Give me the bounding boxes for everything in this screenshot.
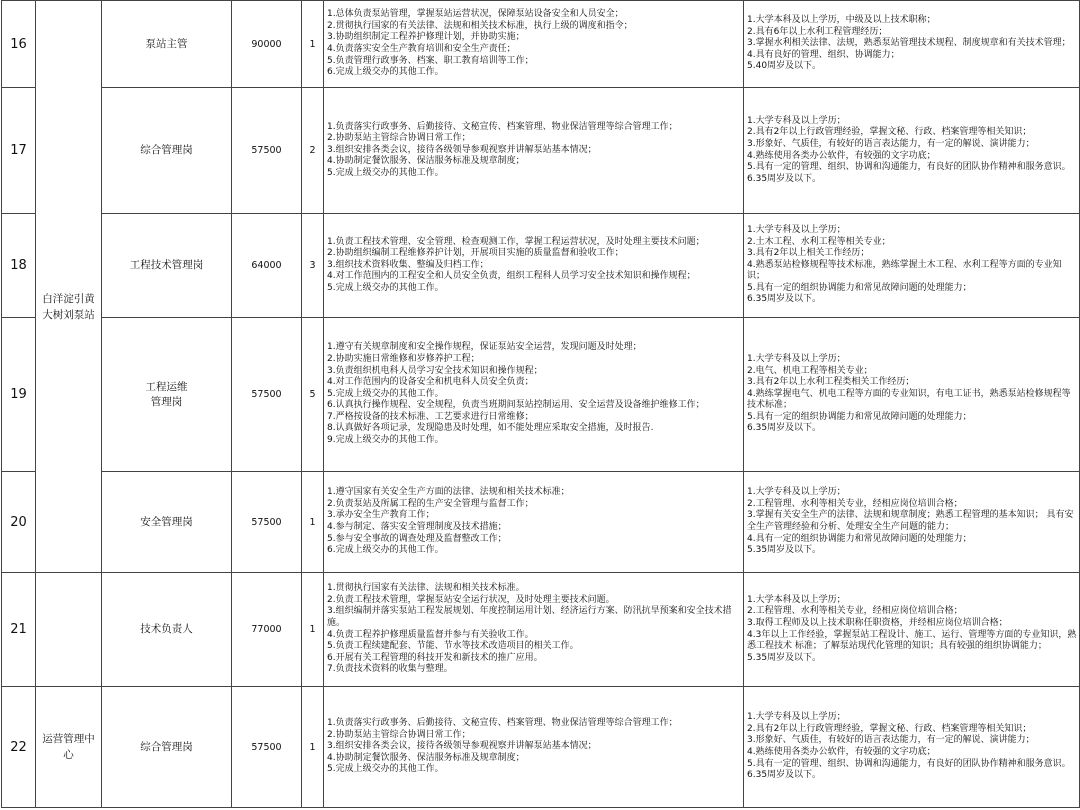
position-name: 综合管理岗 (140, 740, 193, 753)
position-name-line1: 工程运维 (145, 380, 188, 393)
duty-item: 4.协助制定餐饮服务、保洁服务标准及规章制度； (327, 156, 525, 167)
org-cell-empty (36, 573, 102, 687)
duty-item: 1.负责落实行政事务、后勤接待、文秘宣传、档案管理、物业保洁管理等综合管理工作； (327, 718, 678, 729)
duty-item: 6.完成上级交办的其他工作。 (327, 545, 444, 556)
position-cell (102, 573, 232, 687)
position-name: 综合管理岗 (140, 144, 193, 156)
table-row (2, 88, 1080, 214)
requirement-item: 6.35周岁及以下。 (747, 173, 822, 184)
duty-item: 3.负责组织机电科人员学习安全技术知识和操作规程； (327, 365, 543, 376)
table-row (2, 573, 1080, 687)
requirement-item: 5.具有一定的组织协调能力和常见故障问题的处理能力； (747, 411, 972, 422)
requirement-item: 1.大学本科及以上学历，中级及以上技术职称； (747, 15, 936, 26)
duties-cell (324, 687, 744, 808)
headcount-cell: 1 (302, 1, 324, 88)
duty-item: 3.组织技术资料收集、整编及归档工作； (327, 259, 489, 270)
requirement-item: 4.熟练使用各类办公软件，有较强的文字功底； (747, 747, 936, 757)
headcount-cell: 2 (302, 88, 324, 214)
duty-item: 1.遵守国家有关安全生产方面的法律、法规和相关技术标准； (327, 487, 570, 498)
duty-item: 4.对工作范围内的设备安全和机电科人员安全负责； (327, 377, 534, 388)
duty-item: 5.负责工程续建配套、节能、节水等技术改造项目的相关工作。 (327, 641, 579, 652)
requirements-cell (744, 687, 1080, 808)
position-name: 安全管理岗 (140, 515, 193, 528)
salary-cell: 57500 (232, 472, 302, 573)
duty-item: 5.参与安全事故的调查处理及监督整改工作； (327, 533, 507, 544)
duty-item: 1.遵守有关规章制度和安全操作规程，保证泵站安全运营，发现问题及时处理； (327, 342, 642, 353)
position-cell (102, 1, 232, 88)
requirement-item: 4.熟悉泵站检修规程等技术标准，熟练掌握土木工程、水利工程等方面的专业知识； (747, 259, 1062, 282)
duty-item: 5.完成上级交办的其他工作。 (327, 282, 444, 293)
duty-item: 6.认真执行操作规程、安全规程，负责当班期间泵站控制运用、安全运营及设备维护维修工作； (327, 400, 705, 411)
requirement-item: 3.取得工程师及以上技术职称任职资格，并经相应岗位培训合格； (747, 617, 1008, 628)
org-name: 白洋淀引黄大树刘泵站 (42, 292, 95, 321)
duty-item: 4.负责落实安全生产教育培训和安全生产责任； (327, 44, 516, 54)
requirement-item: 2.具有6年以上水利工程管理经历； (747, 26, 888, 37)
headcount-cell: 1 (302, 687, 324, 808)
requirement-item: 2.具有2年以上行政管理经验，掌握文秘、行政、档案管理等相关知识； (747, 723, 1032, 734)
position-name-line2: 管理岗 (150, 395, 183, 408)
requirement-item: 4.3年以上工作经验，掌握泵站工程设计、施工、运行、管理等方面的专业知识，熟悉工程技术 标准；了解泵站现代化管理的知识；具有较强的组织协调能力； (747, 629, 1077, 652)
duty-item: 1.负责落实行政事务、后勤接待、文秘宣传、档案管理、物业保洁管理等综合管理工作； (327, 121, 678, 132)
headcount-cell: 1 (302, 472, 324, 573)
row-number: 21 (2, 573, 36, 687)
duty-item: 5.完成上级交办的其他工作。 (327, 167, 444, 178)
duty-item: 4.参与制定、落实安全管理制度及技术措施； (327, 522, 507, 532)
org-cell (36, 1, 102, 573)
requirement-item: 5.40周岁及以下。 (747, 61, 822, 72)
requirement-item: 6.35周岁及以下。 (747, 423, 822, 434)
requirement-item: 2.土木工程、水利工程等相关专业； (747, 236, 891, 247)
requirement-item: 5.35周岁及以下。 (747, 652, 822, 663)
duty-item: 7.负责技术资料的收集与整理。 (327, 664, 453, 675)
duty-item: 2.协助组织编制工程维修养护计划，开展项目实施的质量监督和验收工作； (327, 248, 624, 259)
headcount-cell: 1 (302, 573, 324, 687)
duties-cell (324, 1, 744, 88)
requirements-cell (744, 472, 1080, 573)
requirements-cell (744, 318, 1080, 472)
requirement-item: 1.大学专科及以上学历； (747, 353, 846, 364)
requirement-item: 3.具有2年以上相关工作经历； (747, 248, 870, 259)
requirement-item: 6.35周岁及以下。 (747, 770, 822, 781)
headcount-cell: 5 (302, 318, 324, 472)
requirement-item: 4.具有良好的管理、组织、协调能力； (747, 49, 900, 60)
duty-item: 4.协助制定餐饮服务、保洁服务标准及规章制度； (327, 752, 525, 763)
duty-item: 3.组织安排各类会议，接待各级领导参观视察并讲解泵站基本情况； (327, 144, 597, 155)
requirement-item: 3.形象好、气质佳，有较好的语言表达能力，有一定的解说、演讲能力； (747, 138, 1035, 149)
row-number: 16 (2, 1, 36, 88)
requirement-item: 1.大学本科及以上学历； (747, 594, 846, 605)
requirement-item: 2.工程管理、水利等相关专业，经相应岗位培训合格； (747, 498, 963, 509)
duty-item: 5.负责管理行政事务、档案、职工教育培训等工作； (327, 55, 534, 66)
row-number: 17 (2, 88, 36, 214)
duty-item: 3.承办安全生产教育工作； (327, 510, 435, 521)
requirement-item: 3.掌握有关安全生产的法律、法规和规章制度；熟悉工程管理的基本知识； 具有安全生产管理经验和分析、处理安全生产问题的能力； (747, 510, 1074, 532)
duty-item: 3.组织安排各类会议，接待各级领导参观视察并讲解泵站基本情况； (327, 741, 597, 752)
duty-item: 2.协助实施日常维修和岁修养护工程； (327, 353, 480, 364)
requirement-item: 3.掌握水利相关法律、法规，熟悉泵站管理技术规程、制度规章和有关技术管理； (747, 38, 1071, 49)
requirement-item: 2.工程管理、水利等相关专业，经相应岗位培训合格； (747, 606, 963, 617)
salary-cell: 57500 (232, 88, 302, 214)
table-row (2, 318, 1080, 472)
requirement-item: 5.35周岁及以下。 (747, 545, 822, 556)
duty-item: 7.严格按设备的技术标准、工艺要求进行日常维修； (327, 411, 534, 422)
job-table (1, 0, 1080, 808)
requirement-item: 6.35周岁及以下。 (747, 294, 822, 305)
duties-cell (324, 318, 744, 472)
duty-item: 2.协助泵站主管综合协调日常工作； (327, 133, 471, 144)
duties-cell (324, 88, 744, 214)
duties-cell (324, 573, 744, 687)
position-cell (102, 318, 232, 472)
salary-cell: 77000 (232, 573, 302, 687)
requirement-item: 3.具有2年以上水利工程类相关工作经历； (747, 377, 915, 388)
row-number: 18 (2, 214, 36, 318)
duty-item: 5.完成上级交办的其他工作。 (327, 764, 444, 775)
headcount-cell: 3 (302, 214, 324, 318)
row-number: 20 (2, 472, 36, 573)
requirement-item: 4.熟练掌握电气、机电工程等方面的专业知识，有电工证书，熟悉泵站检修规程等技术标准； (747, 388, 1071, 411)
duty-item: 3.组织编制并落实泵站工程发展规划、年度控制运用计划、经济运行方案、防汛抗旱预案和安全技术措施。 (327, 606, 732, 628)
position-cell (102, 88, 232, 214)
salary-cell: 64000 (232, 214, 302, 318)
duty-item: 6.完成上级交办的其他工作。 (327, 67, 444, 78)
requirement-item: 4.具有一定的组织协调能力和常见故障问题的处理能力； (747, 533, 972, 544)
duty-item: 8.认真做好各项记录，发现隐患及时处理，如不能处理应采取安全措施，及时报告. (327, 423, 654, 434)
duty-item: 6.开展有关工程管理的科技开发和新技术的推广应用。 (327, 652, 543, 663)
position-name: 技术负责人 (140, 623, 193, 635)
requirement-item: 5.具有一定的组织协调能力和常见故障问题的处理能力； (747, 282, 972, 293)
position-cell (102, 687, 232, 808)
duty-item: 2.负责泵站及所属工程的生产安全管理与监督工作； (327, 498, 534, 509)
duty-item: 4.对工作范围内的工程安全和人员安全负责，组织工程科人员学习安全技术知识和操作规程； (327, 271, 696, 282)
position-name: 泵站主管 (145, 37, 188, 50)
requirement-item: 2.具有2年以上行政管理经验，掌握文秘、行政、档案管理等相关知识； (747, 127, 1032, 138)
requirement-item: 4.熟练使用各类办公软件，有较强的文字功底； (747, 150, 936, 161)
requirement-item: 3.形象好、气质佳，有较好的语言表达能力，有一定的解说、演讲能力； (747, 735, 1035, 746)
duty-item: 9.完成上级交办的其他工作。 (327, 435, 444, 446)
table-row (2, 214, 1080, 318)
job-table-body (2, 1, 1080, 808)
requirements-cell (744, 1, 1080, 88)
requirement-item: 1.大学专科及以上学历； (747, 115, 846, 126)
row-number: 22 (2, 687, 36, 808)
salary-cell: 57500 (232, 318, 302, 472)
requirement-item: 1.大学专科及以上学历； (747, 224, 846, 235)
duty-item: 3.协助组织制定工程养护修理计划，并协助实施； (327, 32, 525, 43)
requirements-cell (744, 88, 1080, 214)
salary-cell: 57500 (232, 687, 302, 808)
org-cell: 运营管理中心 (36, 687, 102, 808)
requirement-item: 1.大学专科及以上学历； (747, 487, 846, 498)
requirement-item: 5.具有一定的管理、组织、协调和沟通能力，有良好的团队协作精神和服务意识。 (747, 162, 1071, 173)
table-row (2, 687, 1080, 808)
row-number: 19 (2, 318, 36, 472)
table-row (2, 1, 1080, 88)
requirement-item: 5.具有一定的管理、组织、协调和沟通能力，有良好的团队协作精神和服务意识。 (747, 758, 1071, 769)
position-cell (102, 214, 232, 318)
position-cell (102, 472, 232, 573)
duty-item: 2.协助泵站主管综合协调日常工作； (327, 729, 471, 740)
duty-item: 1.负责工程技术管理、安全管理、检查观测工作，掌握工程运营状况，及时处理主要技术问题； (327, 236, 705, 247)
requirements-cell (744, 214, 1080, 318)
duty-item: 5.完成上级交办的其他工作。 (327, 388, 444, 399)
duty-item: 2.负责工程技术管理，掌握泵站安全运行状况，及时处理主要技术问题。 (327, 594, 615, 605)
duty-item: 1.贯彻执行国家有关法律、法规和相关技术标准。 (327, 583, 525, 594)
requirement-item: 2.电气、机电工程等相关专业； (747, 365, 873, 376)
table-row (2, 472, 1080, 573)
duties-cell (324, 214, 744, 318)
duty-item: 1.总体负责泵站管理，掌握泵站运营状况，保障泵站设备安全和人员安全； (327, 9, 624, 20)
salary-cell: 90000 (232, 1, 302, 88)
duty-item: 4.负责工程养护修理质量监督并参与有关验收工作。 (327, 629, 534, 640)
requirement-item: 1.大学专科及以上学历； (747, 712, 846, 723)
duty-item: 2.贯彻执行国家的有关法律、法规和相关技术标准，执行上级的调度和指令； (327, 20, 633, 31)
requirements-cell (744, 573, 1080, 687)
position-name: 工程技术管理岗 (129, 259, 204, 271)
duties-cell (324, 472, 744, 573)
